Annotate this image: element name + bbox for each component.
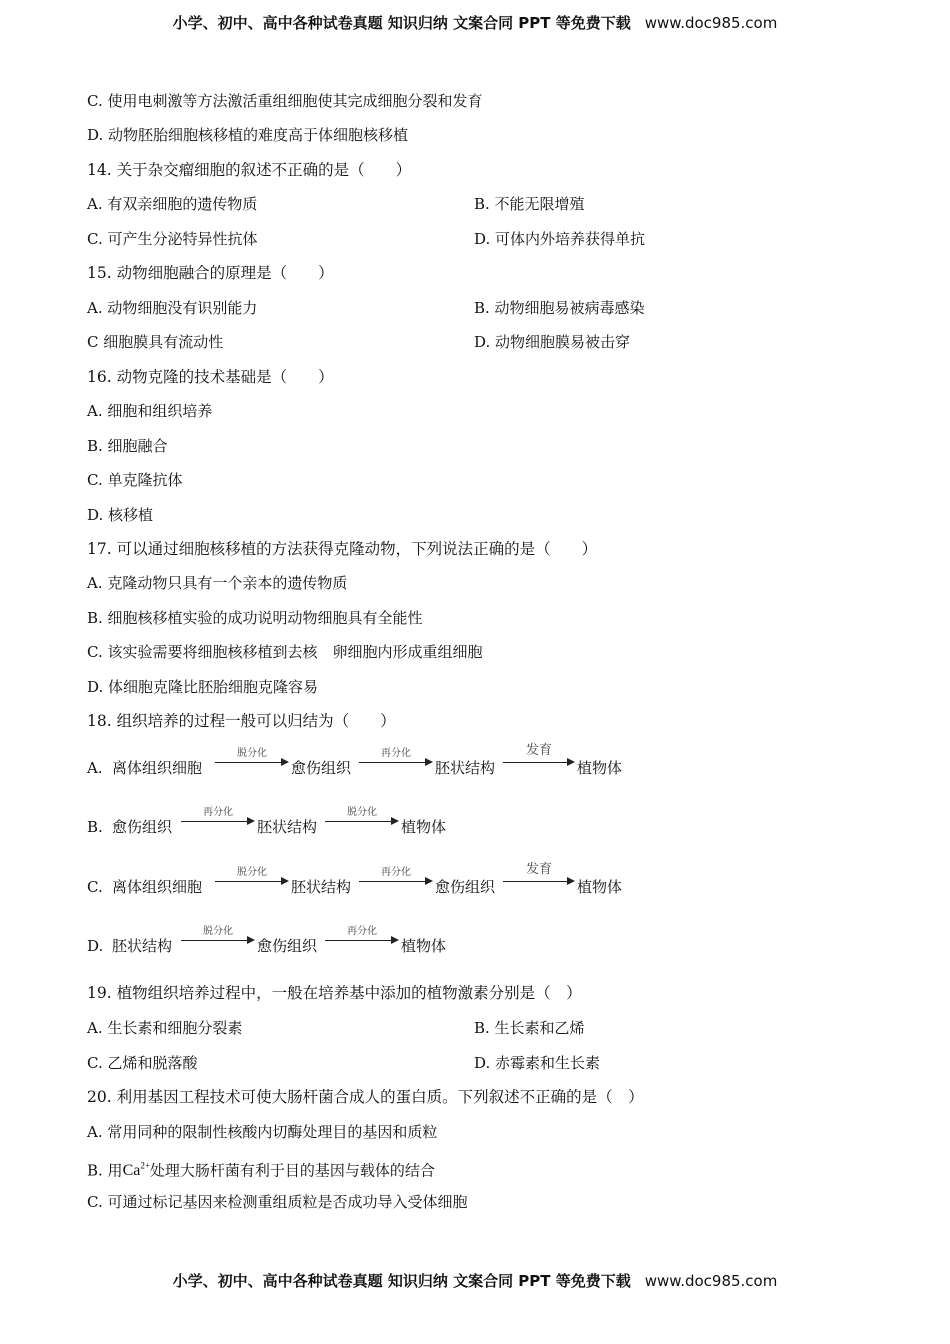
- stage-text: 植物体: [401, 818, 447, 836]
- q16-option-a: A. 细胞和组织培养: [87, 402, 213, 420]
- stage-text: 愈伤组织: [257, 937, 318, 955]
- arrow: [325, 926, 399, 946]
- q20-option-b: [87, 1156, 435, 1181]
- option-b-prefix: B. 用: [87, 1161, 123, 1180]
- q19-option-a: A. 生长素和细胞分裂素: [87, 1019, 243, 1037]
- q18-option-a: [87, 736, 787, 780]
- q15-option-b: B. 动物细胞易被病毒感染: [474, 299, 645, 317]
- footer-title: 小学、初中、高中各种试卷真题 知识归纳 文案合同 PPT 等免费下载: [172, 1272, 631, 1290]
- q14-option-b: B. 不能无限增殖: [474, 195, 585, 213]
- q16-option-d: D. 核移植: [87, 506, 154, 524]
- footer-site[interactable]: www.doc985.com: [644, 1272, 778, 1290]
- option-letter: D.: [87, 937, 104, 955]
- stage-text: 胚状结构: [257, 818, 318, 836]
- option-letter: C.: [87, 878, 103, 896]
- arrow: [359, 748, 433, 768]
- option-letter: B.: [87, 818, 103, 836]
- q16-stem: 16. 动物克隆的技术基础是（ ）: [87, 368, 334, 386]
- q16-option-c: C. 单克隆抗体: [87, 471, 183, 489]
- header-title: 小学、初中、高中各种试卷真题 知识归纳 文案合同 PPT 等免费下载: [172, 14, 631, 32]
- arrow-label: 再分化: [347, 926, 377, 937]
- stage-text: 植物体: [577, 759, 623, 777]
- arrow: [325, 807, 399, 827]
- option-b-text: 处理大肠杆菌有利于目的基因与载体的结合: [149, 1161, 435, 1180]
- q19-option-d: D. 赤霉素和生长素: [474, 1054, 601, 1072]
- q17-stem: 17. 可以通过细胞核移植的方法获得克隆动物，下列说法正确的是（ ）: [87, 540, 598, 558]
- q16-option-b: B. 细胞融合: [87, 437, 168, 455]
- stage-text: 愈伤组织: [291, 759, 352, 777]
- arrow-label: 发育: [525, 743, 552, 758]
- arrow-label: 脱分化: [237, 867, 267, 878]
- arrow: [215, 748, 289, 768]
- q19-stem: 19. 植物组织培养过程中，一般在培养基中添加的植物激素分别是（ ）: [87, 984, 582, 1002]
- stage-text: 胚状结构: [291, 878, 352, 896]
- q13-option-c: C. 使用电刺激等方法激活重组细胞使其完成细胞分裂和发育: [87, 92, 483, 110]
- stage-text: 离体组织细胞: [112, 878, 203, 896]
- arrow-label: 脱分化: [347, 807, 377, 818]
- stage-text: 离体组织细胞: [112, 759, 203, 777]
- q15-option-a: A. 动物细胞没有识别能力: [87, 299, 258, 317]
- arrow-label: 发育: [525, 862, 552, 877]
- q13-option-d: D. 动物胚胎细胞核移植的难度高于体细胞核移植: [87, 126, 409, 144]
- arrow-label: 脱分化: [203, 926, 233, 937]
- q18-option-d: [87, 914, 787, 958]
- arrow-label: 再分化: [203, 807, 233, 818]
- q17-option-b: B. 细胞核移植实验的成功说明动物细胞具有全能性: [87, 609, 423, 627]
- page-header: [0, 12, 950, 33]
- header-site[interactable]: www.doc985.com: [644, 14, 778, 32]
- arrow: [215, 867, 289, 887]
- option-letter: A.: [87, 759, 103, 777]
- q14-option-d: D. 可体内外培养获得单抗: [474, 230, 646, 248]
- q15-option-d: D. 动物细胞膜易被击穿: [474, 333, 631, 351]
- ion-charge: 2+: [140, 1161, 150, 1171]
- q20-stem: 20. 利用基因工程技术可使大肠杆菌合成人的蛋白质。下列叙述不正确的是（ ）: [87, 1088, 644, 1106]
- q15-stem: 15. 动物细胞融合的原理是（ ）: [87, 264, 334, 282]
- arrow: [181, 926, 255, 946]
- calcium-ion: [123, 1162, 150, 1179]
- q20-option-c: C. 可通过标记基因来检测重组质粒是否成功导入受体细胞: [87, 1193, 468, 1211]
- page-footer: [0, 1270, 950, 1291]
- arrow-label: 再分化: [381, 748, 411, 759]
- q19-option-c: C. 乙烯和脱落酸: [87, 1054, 198, 1072]
- q15-option-c: C 细胞膜具有流动性: [87, 333, 224, 351]
- q17-option-a: A. 克隆动物只具有一个亲本的遗传物质: [87, 574, 348, 592]
- stage-text: 胚状结构: [435, 759, 496, 777]
- q18-option-b: [87, 795, 787, 839]
- q19-option-b: B. 生长素和乙烯: [474, 1019, 585, 1037]
- q14-option-a: A. 有双亲细胞的遗传物质: [87, 195, 258, 213]
- arrow: [181, 807, 255, 827]
- stage-text: 胚状结构: [112, 937, 173, 955]
- arrow: [503, 743, 575, 768]
- arrow-label: 再分化: [381, 867, 411, 878]
- q18-stem: 18. 组织培养的过程一般可以归结为（ ）: [87, 712, 396, 730]
- arrow-label: 脱分化: [237, 748, 267, 759]
- q18-option-c: [87, 855, 787, 899]
- stage-text: 植物体: [577, 878, 623, 896]
- q14-stem: 14. 关于杂交瘤细胞的叙述不正确的是（ ）: [87, 161, 412, 179]
- q17-option-d: D. 体细胞克隆比胚胎细胞克隆容易: [87, 678, 319, 696]
- q14-option-c: C. 可产生分泌特异性抗体: [87, 230, 258, 248]
- stage-text: 植物体: [401, 937, 447, 955]
- q17-option-c: C. 该实验需要将细胞核移植到去核 卵细胞内形成重组细胞: [87, 643, 483, 661]
- stage-text: 愈伤组织: [112, 818, 173, 836]
- ca-symbol: Ca: [122, 1162, 141, 1180]
- q20-option-a: A. 常用同种的限制性核酸内切酶处理目的基因和质粒: [87, 1123, 438, 1141]
- arrow: [503, 862, 575, 887]
- arrow: [359, 867, 433, 887]
- stage-text: 愈伤组织: [435, 878, 496, 896]
